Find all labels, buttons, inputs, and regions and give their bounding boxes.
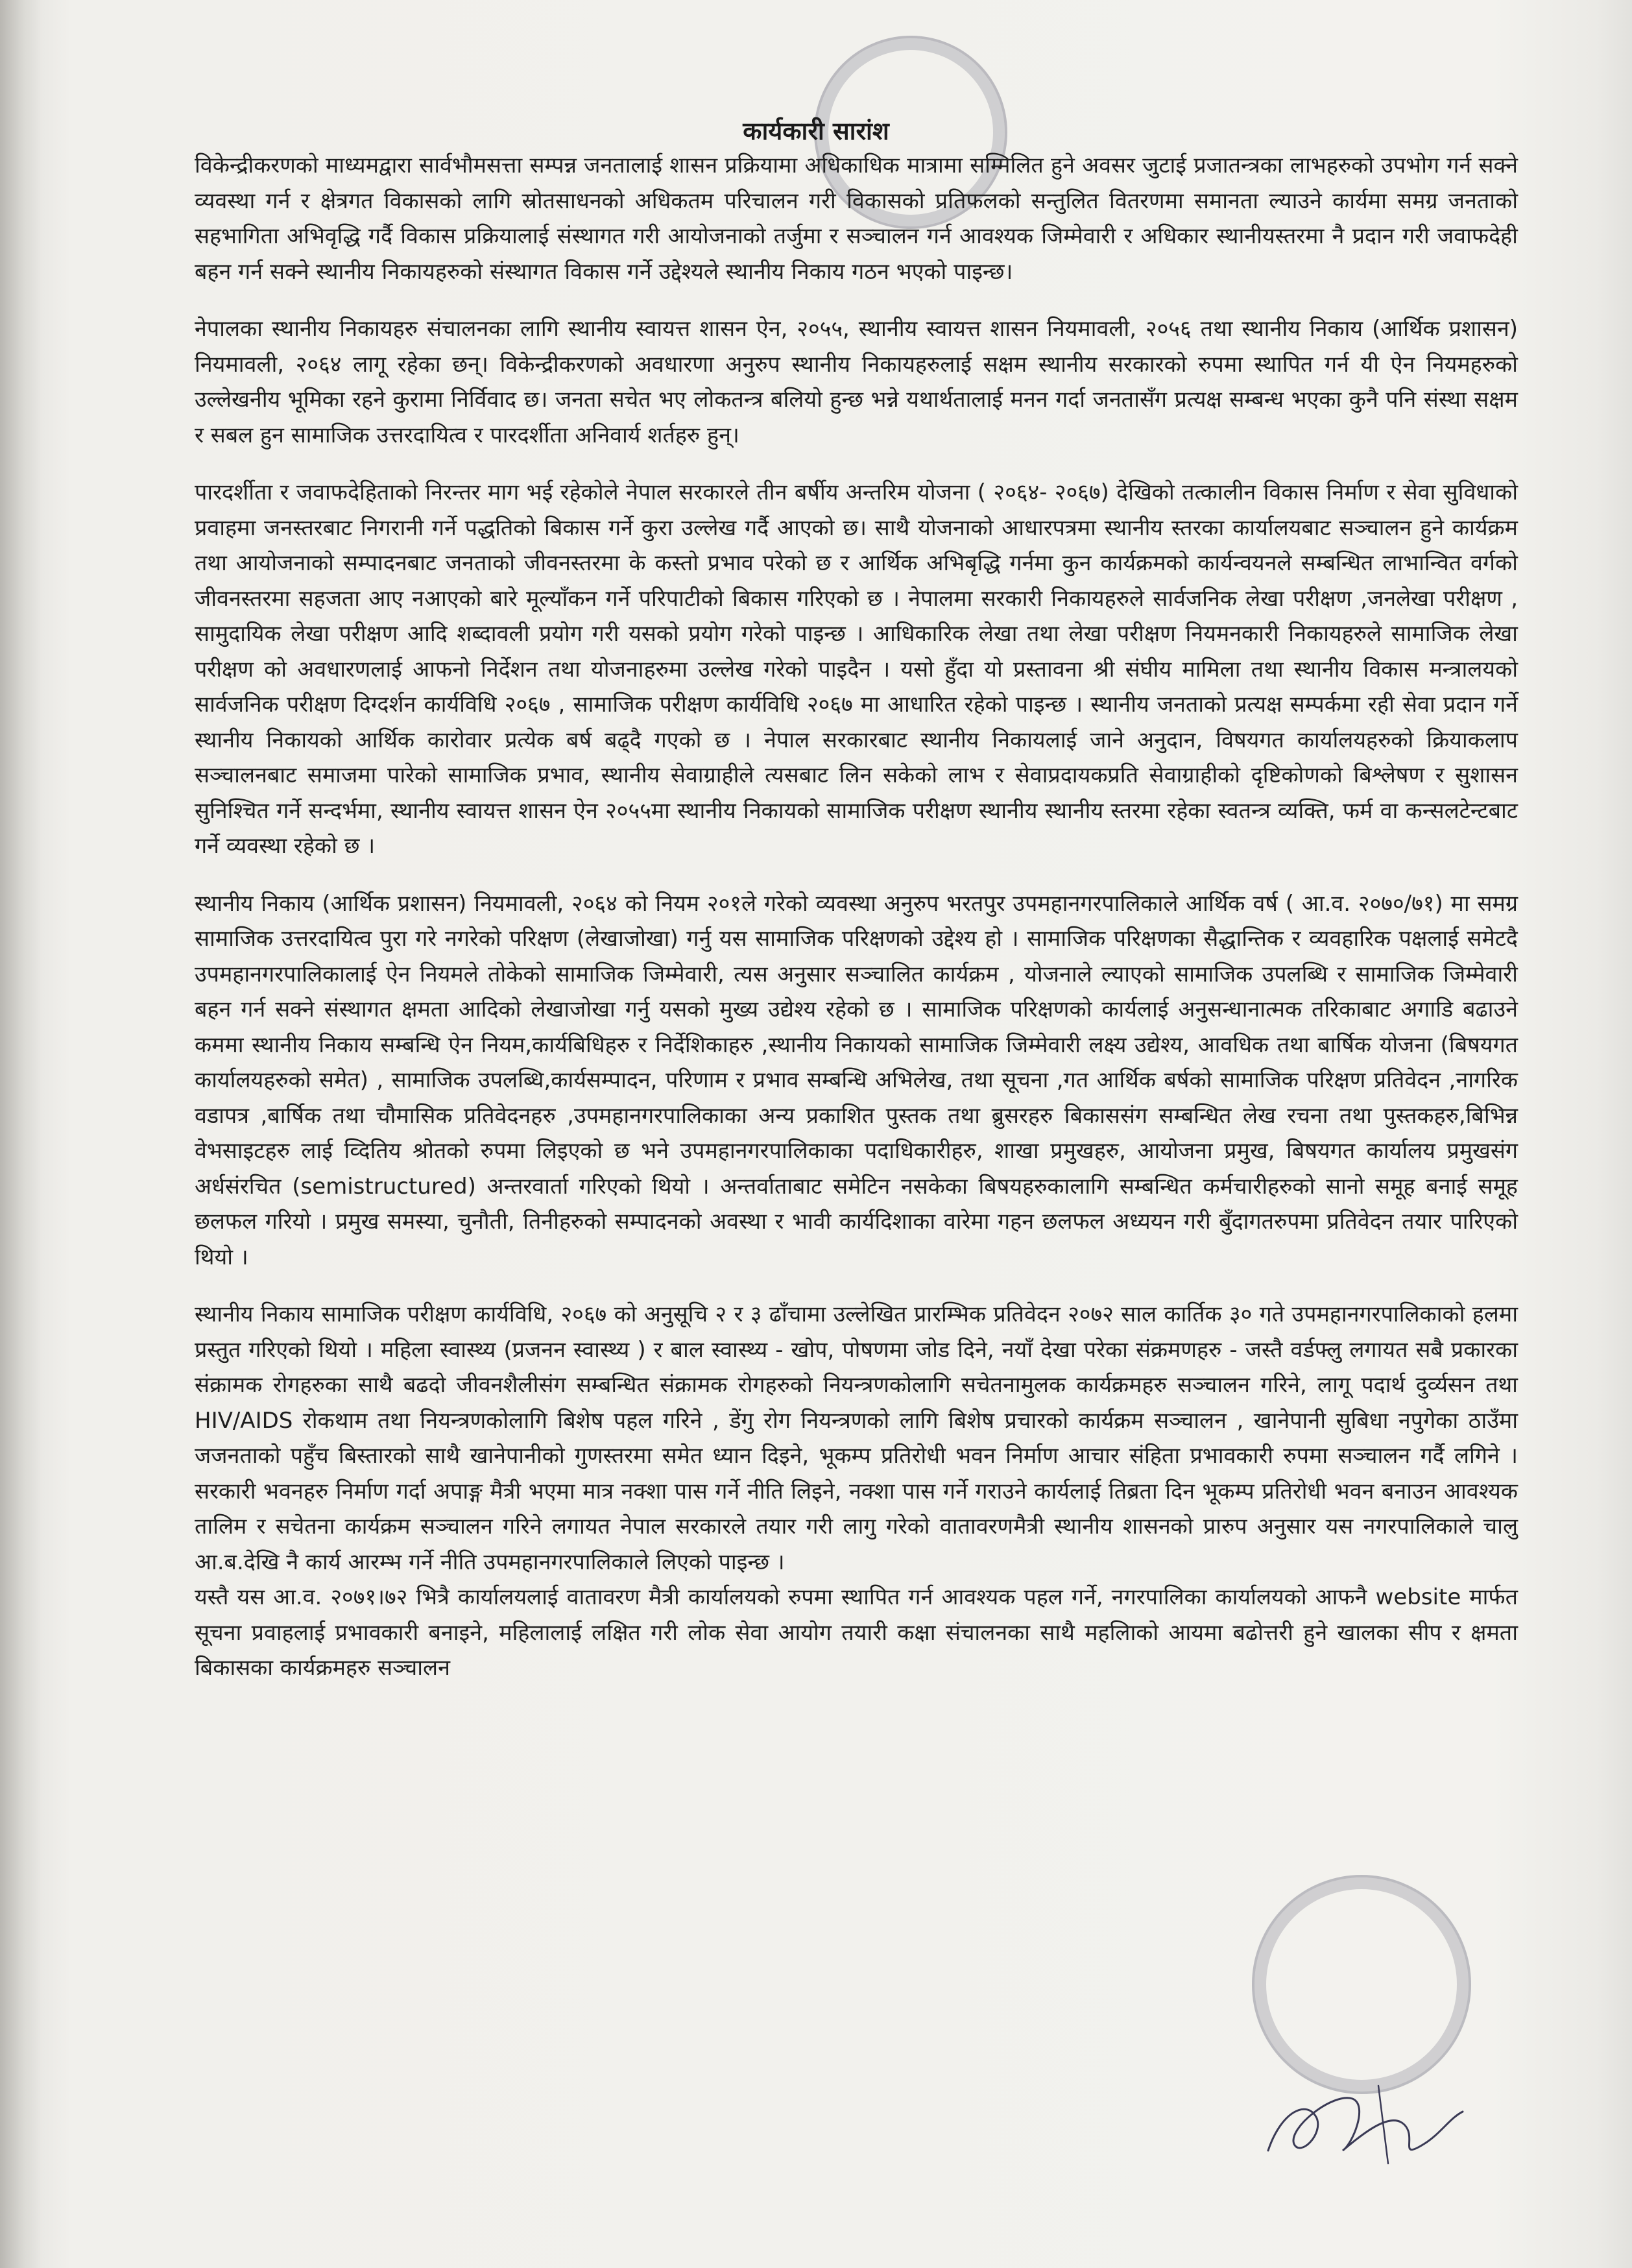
paragraph-1: विकेन्द्रीकरणको माध्यमद्वारा सार्वभौमसत्ता सम्पन्न जनतालाई शासन प्रक्रियामा अधिकाधिक मात्रामा सम्मिलित हुने अवसर जुटाई प्रजातन्त्रका लाभहरुको उपभोग गर्न सक्ने व्यवस्था गर्न र क्षेत्रगत विकासको लागि स्रोतसाधनको अधिकतम परिचालन गरी विकासको प्रतिफलको सन्तुलित वितरणमा समानता ल्याउने कार्यमा समग्र जनताको सहभागिता अभिवृद्धि गर्दै विकास प्रक्रियालाई संस्थागत गरी आयोजनाको तर्जुमा र सञ्चालन गर्न आवश्यक जिम्मेवारी र अधिकार स्थानीयस्तरमा नै प्रदान गरी जवाफदेही बहन गर्न सक्ने स्थानीय निकायहरुको संस्थागत विकास गर्ने उद्देश्यले स्थानीय निकाय गठन भएको पाइन्छ।	[195, 152, 1518, 285]
handwritten-signature	[1255, 2073, 1469, 2170]
paragraph-4: स्थानीय निकाय (आर्थिक प्रशासन) नियमावली, २०६४ को नियम २०१ले गरेको व्यवस्था अनुरुप भरतपुर उपमहानगरपालिकाले आर्थिक वर्ष ( आ.व. २०७०/७१) मा समग्र सामाजिक उत्तरदायित्व पुरा गरे नगरेको परिक्षण (लेखाजोखा) गर्नु यस सामाजिक परिक्षणको उद्देश्य हो । सामाजिक परिक्षणका सैद्धान्तिक र व्यवहारिक पक्षलाई समेटदै उपमहानगरपालिकालाई ऐन नियमले तोकेको सामाजिक जिम्मेवारी, त्यस अनुसार सञ्चालित कार्यक्रम , योजनाले ल्याएको सामाजिक उपलब्धि र सामाजिक जिम्मेवारी बहन गर्न सक्ने संस्थागत क्षमता आदिको लेखाजोखा गर्नु यसको मुख्य उद्येश्य रहेको छ । सामाजिक परिक्षणको कार्यलाई अनुसन्धानात्मक तरिकाबाट अगाडि बढाउने कममा स्थानीय निकाय सम्बन्धि ऐन नियम,कार्यबिधिहरु र निर्देशिकाहरु ,स्थानीय निकायको सामाजिक जिम्मेवारी लक्ष्य उद्येश्य, आवधिक तथा बार्षिक योजना (बिषयगत कार्यालयहरुको समेत) , सामाजिक उपलब्धि,कार्यसम्पादन, परिणाम र प्रभाव सम्बन्धि अभिलेख, तथा सूचना ,गत आर्थिक बर्षको सामाजिक परिक्षण प्रतिवेदन ,नागरिक वडापत्र ,बार्षिक तथा चौमासिक प्रतिवेदनहरु ,उपमहानगरपालिकाका अन्य प्रकाशित पुस्तक तथा ब्रुसरहरु बिकाससंग सम्बन्धित लेख रचना तथा पुस्तकहरु,बिभिन्न वेभसाइटहरु लाई व्दितिय श्रोतको रुपमा लिइएको छ भने उपमहानगरपालिकाका पदाधिकारीहरु, शाखा प्रमुखहरु, आयोजना प्रमुख, बिषयगत कार्यालय प्रमुखसंग अर्धसंरचित (semistructured) अन्तरवार्ता गरिएको थियो । अन्तर्वाताबाट समेटिन नसकेका बिषयहरुकालागि सम्बन्धित कर्मचारीहरुको सानो समूह बनाई समूह छलफल गरियो । प्रमुख समस्या, चुनौती, तिनीहरुको सम्पादनको अवस्था र भावी कार्यदिशाका वारेमा गहन छलफल अध्ययन गरी बुँदागतरुपमा प्रतिवेदन तयार पारिएको थियो ।	[195, 890, 1518, 1270]
paragraph-3: पारदर्शीता र जवाफदेहिताको निरन्तर माग भई रहेकोले नेपाल सरकारले तीन बर्षीय अन्तरिम योजना ( २०६४- २०६७) देखिको तत्कालीन विकास निर्माण र सेवा सुविधाको प्रवाहमा जनस्तरबाट निगरानी गर्ने पद्धतिको बिकास गर्ने कुरा उल्लेख गर्दै आएको छ। साथै योजनाको आधारपत्रमा स्थानीय स्तरका कार्यालयबाट सञ्चालन हुने कार्यक्रम तथा आयोजनाको सम्पादनबाट जनताको जीवनस्तरमा के कस्तो प्रभाव परेको छ र आर्थिक अभिबृद्धि गर्नमा कुन कार्यक्रमको कार्यन्वयनले सम्बन्धित लाभान्वित वर्गको जीवनस्तरमा सहजता आए नआएको बारे मूल्याँकन गर्ने परिपाटीको बिकास गरिएको छ । नेपालमा सरकारी निकायहरुले सार्वजनिक लेखा परीक्षण ,जनलेखा परीक्षण , सामुदायिक लेखा परीक्षण आदि शब्दावली प्रयोग गरी यसको प्रयोग गरेको पाइन्छ । आधिकारिक लेखा तथा लेखा परीक्षण नियमनकारी निकायहरुले सामाजिक लेखा परीक्षण को अवधारणलाई आफनो निर्देशन तथा योजनाहरुमा उल्लेख गरेको पाइदैन । यसो हुँदा यो प्रस्तावना श्री संघीय मामिला तथा स्थानीय विकास मन्त्रालयको सार्वजनिक परीक्षण दिग्दर्शन कार्यविधि २०६७ , सामाजिक परीक्षण कार्यविधि २०६७ मा आधारित रहेको पाइन्छ । स्थानीय जनताको प्रत्यक्ष सम्पर्कमा रही सेवा प्रदान गर्ने स्थानीय निकायको आर्थिक कारोवार प्रत्येक बर्ष बढ्दै गएको छ । नेपाल सरकारबाट स्थानीय निकायलाई जाने अनुदान, विषयगत कार्यालयहरुको क्रियाकलाप सञ्चालनबाट समाजमा पारेको सामाजिक प्रभाव, स्थानीय सेवाग्राहीले त्यसबाट लिन सकेको लाभ र सेवाप्रदायकप्रति सेवाग्राहीको दृष्टिकोणको बिश्लेषण र सुशासन सुनिश्चित गर्ने सन्दर्भमा, स्थानीय स्वायत्त शासन ऐन २०५५मा स्थानीय निकायको सामाजिक परीक्षण स्थानीय स्थानीय स्तरमा रहेका स्वतन्त्र व्यक्ति, फर्म वा कन्सलटेन्टबाट गर्ने व्यवस्था रहेको छ ।	[195, 479, 1518, 859]
office-seal-bottom	[1252, 1875, 1471, 2094]
paragraph-6: यस्तै यस आ.व. २०७१।७२ भित्रै कार्यालयलाई वातावरण मैत्री कार्यालयको रुपमा स्थापित गर्न आवश्यक पहल गर्ने, नगरपालिका कार्यालयको आफनै website मार्फत सूचना प्रवाहलाई प्रभावकारी बनाइने, महिलालाई लक्षित गरी लोक सेवा आयोग तयारी कक्षा संचालनका साथै महलिाको आयमा बढोत्तरी हुने खालका सीप र क्षमता बिकासका कार्यक्रमहरु सञ्चालन	[195, 1584, 1518, 1681]
paragraph-2: नेपालका स्थानीय निकायहरु संचालनका लागि स्थानीय स्वायत्त शासन ऐन, २०५५, स्थानीय स्वायत्त शासन नियमावली, २०५६ तथा स्थानीय निकाय (आर्थिक प्रशासन) नियमावली, २०६४ लागू रहेका छन्। विकेन्द्रीकरणको अवधारणा अनुरुप स्थानीय निकायहरुलाई सक्षम स्थानीय सरकारको रुपमा स्थापित गर्न यी ऐन नियमहरुको उल्लेखनीय भूमिका रहने कुरामा निर्विवाद छ। जनता सचेत भए लोकतन्त्र बलियो हुन्छ भन्ने यथार्थतालाई मनन गर्दा जनतासँग प्रत्यक्ष सम्बन्ध भएका कुनै पनि संस्था सक्षम र सबल हुन सामाजिक उत्तरदायित्व र पारदर्शीता अनिवार्य शर्तहरु हुन्।	[195, 316, 1518, 448]
page-binding-shadow	[0, 0, 42, 2268]
document-body	[195, 148, 1518, 1686]
paragraph-5: स्थानीय निकाय सामाजिक परीक्षण कार्यविधि, २०६७ को अनुसूचि २ र ३ ढाँचामा उल्लेखित प्रारम्भिक प्रतिवेदन २०७२ साल कार्तिक ३० गते उपमहानगरपालिकाको हलमा प्रस्तुत गरिएको थियो । महिला स्वास्थ्य (प्रजनन स्वास्थ्य ) र बाल स्वास्थ्य - खोप, पोषणमा जोड दिने, नयाँ देखा परेका संक्रमणहरु - जस्तै वर्डफ्लु लगायत सबै प्रकारका संक्रामक रोगहरुका साथै बढदो जीवनशैलीसंग सम्बन्धित संक्रामक रोगहरुको नियन्त्रणकोलागि सचेतनामुलक कार्यक्रमहरु सञ्चालन गरिने, लागू पदार्थ दुर्व्यसन तथा HIV/AIDS रोकथाम तथा नियन्त्रणकोलागि बिशेष पहल गरिने , डेंगु रोग नियन्त्रणको लागि बिशेष प्रचारको कार्यक्रम सञ्चालन , खानेपानी सुबिधा नपुगेका ठाउँमा जजनताको पहुँच बिस्तारको साथै खानेपानीको गुणस्तरमा समेत ध्यान दिइने, भूकम्प प्रतिरोधी भवन निर्माण आचार संहिता प्रभावकारी रुपमा सञ्चालन गर्दै लगिने । सरकारी भवनहरु निर्माण गर्दा अपाङ्ग मैत्री भएमा मात्र नक्शा पास गर्ने नीति लिइने, नक्शा पास गर्ने गराउने कार्यलाई तिब्रता दिन भूकम्प प्रतिरोधी भवन बनाउन आवश्यक तालिम र सचेतना कार्यक्रम सञ्चालन गरिने लगायत नेपाल सरकारले तयार गरी लागु गरेको वातावरणमैत्री स्थानीय शासनको प्रारुप अनुसार यस नगरपालिकाले चालु आ.ब.देखि नै कार्य आरम्भ गर्ने नीति उपमहानगरपालिकाले लिएको पाइन्छ ।	[195, 1301, 1518, 1575]
document-title: कार्यकारी सारांश	[743, 117, 889, 146]
